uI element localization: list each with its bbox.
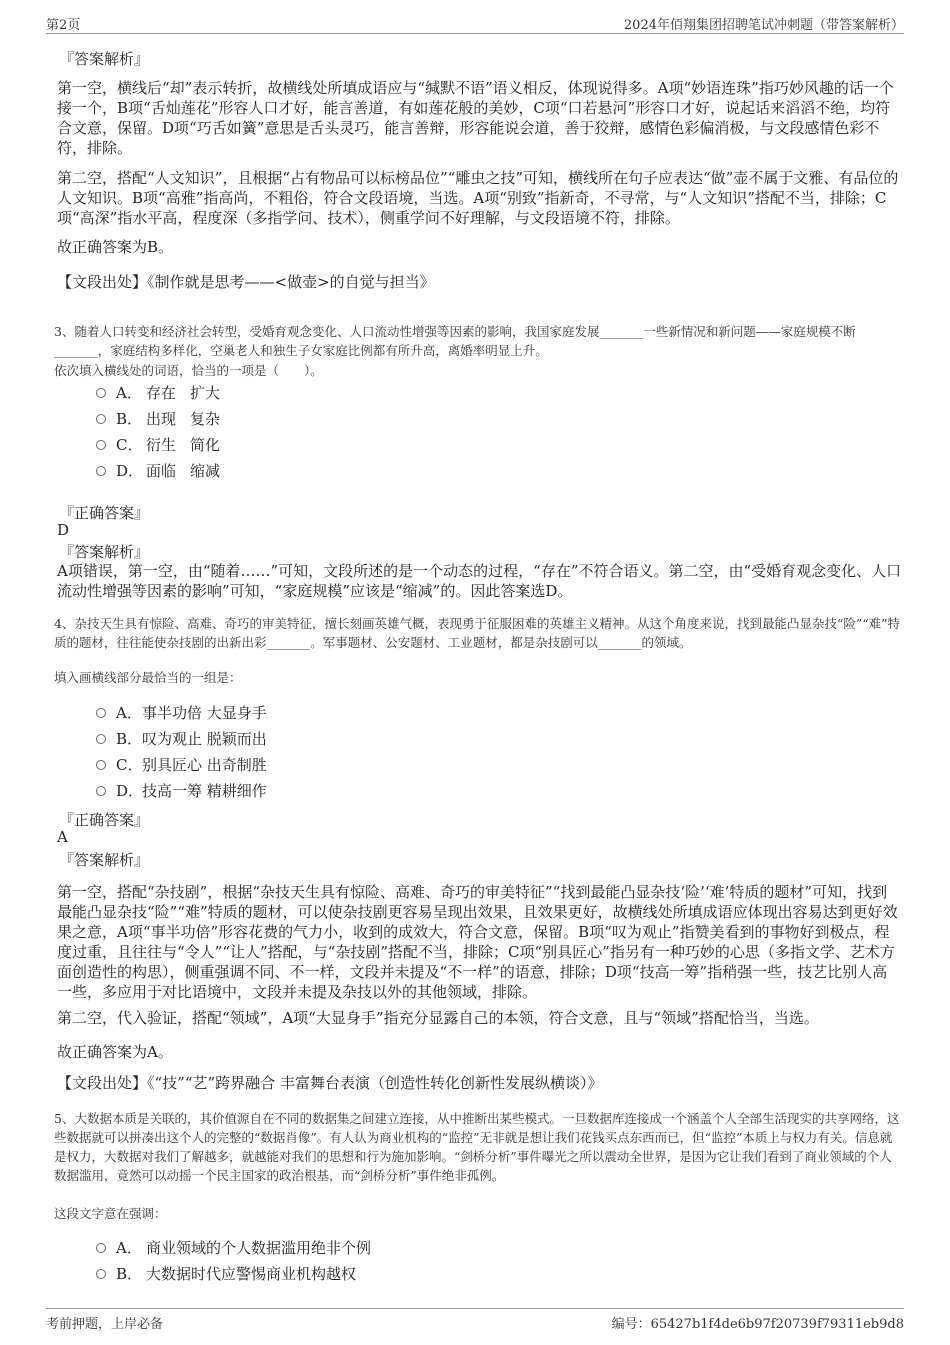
footer-slogan: 考前押题，上岸必备 [46, 1317, 164, 1332]
q4-conclusion: 故正确答案为A。 [57, 1043, 173, 1061]
document-id: 编号：65427b1f4de6b97f20739f79311eb9d8 [611, 1317, 904, 1332]
q3-analysis: A项错误，第一空，由“随着……”可知，文段所述的是一个动态的过程，“存在”不符合语义。第二空，由“受婚育观念变化、人口流动性增强等因素的影响”可知，“家庭规模”应该是“缩减”的。因此答案选D。 [57, 562, 902, 600]
q2-analysis-p2: 第二空，搭配“人文知识”，且根据“占有物品可以标榜品位”“雕虫之技”可知，横线所在句子应表达“做”壶不属于文雅、有品位的人文知识。B项“高雅”指高尚，不粗俗，符合文段语境，当选。A项“别致”指新奇，不寻常，与“人文知识”搭配不当，排除；C项“高深”指水平高，程度深（多指学问、技术），侧重学问不好理解，与文段语境不符，排除。 [57, 169, 899, 227]
page-footer [46, 1313, 904, 1331]
q3-option-d[interactable]: D． 面临 缩减 [96, 461, 220, 481]
radio-icon[interactable] [96, 760, 106, 770]
q4-correct-answer: A [57, 828, 68, 846]
q4-stem: 4、杂技天生具有惊险、高难、奇巧的审美特征，擅长刻画英雄气概，表现勇于征服困难的英雄主义精神。从这个角度来说，找到最能凸显杂技“险”“难”特质的题材，往往能使杂技剧的出新出彩_______。军事题材、公安题材、工业题材，都是杂技剧可以_______的领域。 [54, 616, 901, 650]
radio-icon[interactable] [96, 734, 106, 744]
q4-analysis-p1: 第一空，搭配“杂技剧”，根据“杂技天生具有惊险、高难、奇巧的审美特征”“找到最能凸显杂技‘险’‘难’特质的题材”可知，找到最能凸显杂技“险”“难”特质的题材，可以使杂技剧更容易呈现出效果，且效果更好，故横线处所填成语应体现出容易达到更好效果之意，A项“事半功倍”形容花费的气力小，收到的成效大，符合文意，保留。B项“叹为观止”指赞美看到的事物好到极点，程度过重，且往往与“令人”“让人”搭配，与“杂技剧”搭配不当，排除；C项“别具匠心”指另有一种巧妙的心思（多指文学、艺术方面创造性的构思），侧重强调不同、不一样，文段并未提及“不一样”的语意，排除；D项“技高一筹”指稍强一些，技艺比别人高一些，多应用于对比语境中，文段并未提及杂技以外的其他领域，排除。 [57, 883, 898, 1001]
footer-divider [46, 1308, 904, 1309]
q3-option-b[interactable]: B． 出现 复杂 [96, 409, 220, 429]
q4-analysis-p2: 第二空，代入验证，搭配“领域”，A项“大显身手”指充分显露自己的本领，符合文意，且与“领域”搭配恰当，当选。 [57, 1009, 819, 1027]
q5-stem: 5、大数据本质是关联的，其价值源自在不同的数据集之间建立连接，从中推断出某些模式。一旦数据库连接成一个涵盖个人全部生活现实的共享网络，这些数据就可以拼凑出这个人的完整的“数据肖像”。有人认为商业机构的“监控”无非就是想让我们花钱买点东西而已，但“监控”本质上与权力有关。信息就是权力，大数据对我们了解越多，就越能对我们的思想和行为施加影响。“剑桥分析”事件曝光之所以震动全世界，是因为它让我们看到了商业领域的个人数据滥用，竟然可以动摇一个民主国家的政治根基，而“剑桥分析”事件绝非孤例。 [54, 1111, 900, 1183]
radio-icon[interactable] [96, 786, 106, 796]
document-title: 2024年佰翔集团招聘笔试冲刺题（带答案解析） [623, 18, 904, 33]
q4-prompt: 填入画横线部分最恰当的一组是： [54, 670, 242, 685]
q3-stem: 3、随着人口转变和经济社会转型，受婚育观念变化、人口流动性增强等因素的影响，我国家庭发展_______一些新情况和新问题——家庭规模不断_______，家庭结构多样化，空巢老人和独生子女家庭比例都有所升高，离婚率明显上升。 [54, 324, 856, 358]
radio-icon[interactable] [96, 414, 106, 424]
q3-option-a[interactable]: A． 存在 扩大 [96, 383, 220, 403]
header-divider [46, 33, 904, 34]
radio-icon[interactable] [96, 388, 106, 398]
q3-prompt: 依次填入横线处的词语，恰当的一项是（ ）。 [54, 363, 323, 378]
q2-analysis-title: 『答案解析』 [59, 50, 150, 68]
q5-prompt: 这段文字意在强调： [54, 1206, 167, 1221]
radio-icon[interactable] [96, 440, 106, 450]
q4-option-a[interactable]: A．事半功倍 大显身手 [96, 703, 267, 723]
q2-conclusion: 故正确答案为B。 [57, 238, 174, 256]
radio-icon[interactable] [96, 1269, 106, 1279]
q2-source: 【文段出处】《制作就是思考——<做壶>的自觉与担当》 [57, 273, 435, 291]
q4-correct-title: 『正确答案』 [59, 811, 150, 829]
radio-icon[interactable] [96, 466, 106, 476]
q4-source: 【文段出处】《“技”“艺”跨界融合 丰富舞台表演（创造性转化创新性发展纵横谈）》 [57, 1074, 603, 1092]
q4-analysis-title: 『答案解析』 [59, 851, 150, 869]
radio-icon[interactable] [96, 1243, 106, 1253]
q3-analysis-title: 『答案解析』 [59, 543, 150, 561]
q2-analysis-p1: 第一空，横线后“却”表示转折，故横线处所填成语应与“缄默不语”语义相反，体现说得多。A项“妙语连珠”指巧妙风趣的话一个接一个，B项“舌灿莲花”形容人口才好，能言善道，有如莲花般的美妙，C项“口若悬河”形容口才好，说起话来滔滔不绝，均符合文意，保留。D项“巧舌如簧”意思是舌头灵巧，能言善辩，形容能说会道，善于狡辩，感情色彩偏消极，与文段感情色彩不符，排除。 [57, 79, 894, 157]
q3-correct-title: 『正确答案』 [59, 504, 150, 522]
q4-option-b[interactable]: B．叹为观止 脱颖而出 [96, 729, 267, 749]
page-header [46, 14, 904, 32]
q4-option-d[interactable]: D．技高一筹 精耕细作 [96, 781, 267, 801]
page-number: 第2页 [46, 18, 81, 33]
q5-option-b[interactable]: B． 大数据时代应警惕商业机构越权 [96, 1264, 356, 1284]
q3-correct-answer: D [57, 521, 70, 539]
q3-option-c[interactable]: C． 衍生 简化 [96, 435, 220, 455]
q5-option-a[interactable]: A． 商业领域的个人数据滥用绝非个例 [96, 1238, 371, 1258]
radio-icon[interactable] [96, 708, 106, 718]
q4-option-c[interactable]: C．别具匠心 出奇制胜 [96, 755, 267, 775]
